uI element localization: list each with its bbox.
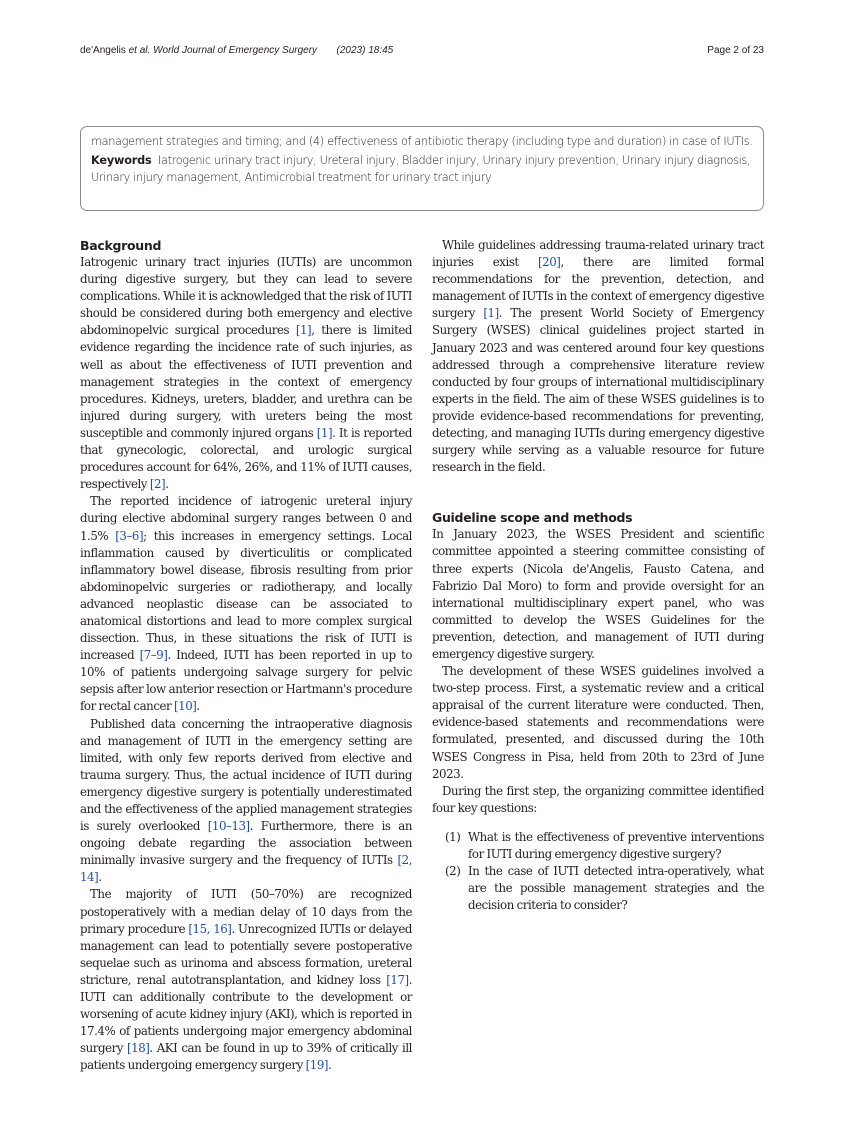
citation-link[interactable]: [10–13] [207, 819, 250, 834]
citation-link[interactable]: [15, 16] [188, 921, 232, 936]
abstract-box [80, 126, 764, 211]
header-journal: World Journal of Emergency Surgery [153, 45, 318, 56]
citation-link[interactable]: [19] [305, 1058, 329, 1073]
page-number: Page 2 of 23 [707, 45, 764, 56]
citation-link[interactable]: [2, 14] [80, 853, 412, 885]
background-paragraph-5: While guidelines addressing trauma-related urinary tract injuries exist [20], there are limited formal recommendations for the prevention, detection, and management of IUTIs in the context of emergency digestive surgery [1]. The present World Society of Emergency Surgery (WSES) clinical guidelines project started in January 2023 and was centered around four key questions addressed through a comprehensive literature review conducted by four groups of international multidisciplinary experts in the field. The aim of these WSES guidelines is to provide evidence-based recommendations for preventing, detecting, and managing IUTIs during emergency digestive surgery while serving as a valuable resource for future research in the field. [432, 238, 765, 475]
header-etal: et al. [128, 45, 151, 56]
abstract-continued: management strategies and timing; and (4) effectiveness of antibiotic therapy (including type and duration) in case of IUTIs. [91, 135, 753, 148]
list-item-text: What is the effectiveness of preventive interventions for IUTI during emergency digestive surgery? [468, 829, 764, 861]
keywords-list: Iatrogenic urinary tract injury, Ureteral injury, Bladder injury, Urinary injury prevention, Urinary injury diagnosis, Urinary injury management, Antimicrobial treatment for urinary tract injury [91, 154, 751, 184]
background-paragraph-3: Published data concerning the intraoperative diagnosis and management of IUTI in the emergency setting are limited, with only few reports derived from elective and trauma surgery. Thus, the actual incidence of IUTI during emergency digestive surgery is potentially underestimated and the effectiveness of the applied management strategies is surely overlooked [10–13]. Furthermore, there is an ongoing debate regarding the association between minimally invasive surgery and the frequency of IUTIs [2, 14]. [80, 716, 412, 885]
background-paragraph-4: The majority of IUTI (50–70%) are recognized postoperatively with a median delay of 10 days from the primary procedure [15, 16]. Unrecognized IUTIs or delayed management can lead to potentially severe postoperative sequelae such as urinoma and abscess formation, ureteral stricture, renal autotransplantation, and kidney loss [17]. IUTI can additionally contribute to the development or worsening of acute kidney injury (AKI), which is reported in 17.4% of patients undergoing major emergency abdominal surgery [18]. AKI can be found in up to 39% of critically ill patients undergoing emergency surgery [19]. [80, 887, 412, 1073]
citation-link[interactable]: [10] [174, 699, 197, 714]
list-item [432, 829, 764, 863]
citation-link[interactable]: [7–9] [139, 648, 168, 663]
background-paragraph-2: The reported incidence of iatrogenic ureteral injury during elective abdominal surgery ranges between 0 and 1.5% [3–6]; this increases in emergency settings. Local inflammation caused by diverticulitis or complicated inflammatory bowel disease, fibrosis resulting from prior abdominopelvic surgeries or radiotherapy, and locally advanced neoplastic disease can be associated to anatomical distortions and lead to more complex surgical dissection. Thus, in these situations the risk of IUTI is increased [7–9]. Indeed, IUTI has been reported in up to 10% of patients undergoing salvage surgery for pelvic sepsis after low anterior resection or Hartmann's procedure for rectal cancer [10]. [80, 494, 412, 714]
methods-paragraph-2: The development of these WSES guidelines involved a two-step process. First, a systematic review and a critical appraisal of the current literature were conducted. Then, evidence-based statements and recommendations were formulated, presented, and discussed during the 10th WSES Congress in Pisa, held from 20th to 23rd of June 2023. [432, 664, 764, 781]
list-item-number: (2) [445, 864, 461, 879]
methods-paragraph-1: In January 2023, the WSES President and scientific committee appointed a steering committee consisting of three experts (Nicola de'Angelis, Fausto Catena, and Fabrizio Dal Moro) to form and provide oversight for an international multidisciplinary expert panel, who was committed to develop the WSES Guidelines for the prevention, detection, and management of IUTI during emergency digestive surgery. [432, 527, 764, 661]
keywords-label: Keywords [91, 154, 152, 167]
citation-link[interactable]: [20] [538, 255, 561, 270]
background-paragraph-1: Iatrogenic urinary tract injuries (IUTIs) are uncommon during digestive surgery, but they can lead to severe complications. While it is acknowledged that the risk of IUTI should be considered during both emergency and elective abdominopelvic surgical procedures [1], there is limited evidence regarding the incidence rate of such injuries, as well as about the effectiveness of IUTI prevention and management strategies in the context of emergency procedures. Kidneys, ureters, bladder, and urethra can be injured during surgery, with ureters being the most susceptible and commonly injured organs [1]. It is reported that gynecologic, colorectal, and urologic surgical procedures account for 64%, 26%, and 11% of IUTI causes, respectively [2]. [80, 255, 413, 492]
right-column [432, 237, 764, 914]
methods-paragraph-3: During the first step, the organizing committee identified four key questions: [432, 783, 764, 815]
header-citation [80, 45, 393, 56]
citation-link[interactable]: [17] [386, 972, 409, 987]
citation-link[interactable]: [1] [316, 425, 333, 440]
header-authors: de'Angelis [80, 45, 126, 56]
left-column [80, 237, 412, 1075]
citation-link[interactable]: [2] [149, 477, 166, 492]
header-year-volume: (2023) 18:45 [336, 45, 394, 56]
methods-heading: Guideline scope and methods [432, 510, 633, 526]
list-item-number: (1) [445, 829, 461, 844]
running-header [80, 45, 764, 59]
citation-link[interactable]: [18] [127, 1041, 150, 1056]
background-heading: Background [80, 238, 162, 253]
citation-link[interactable]: [1] [295, 323, 312, 338]
key-questions-list [432, 829, 764, 914]
list-item-text: In the case of IUTI detected intra-operatively, what are the possible management strategies and the decision criteria to consider? [468, 864, 764, 913]
citation-link[interactable]: [1] [483, 306, 499, 321]
citation-link[interactable]: [3–6] [115, 528, 144, 543]
list-item [432, 863, 764, 914]
keywords-paragraph [91, 152, 753, 186]
